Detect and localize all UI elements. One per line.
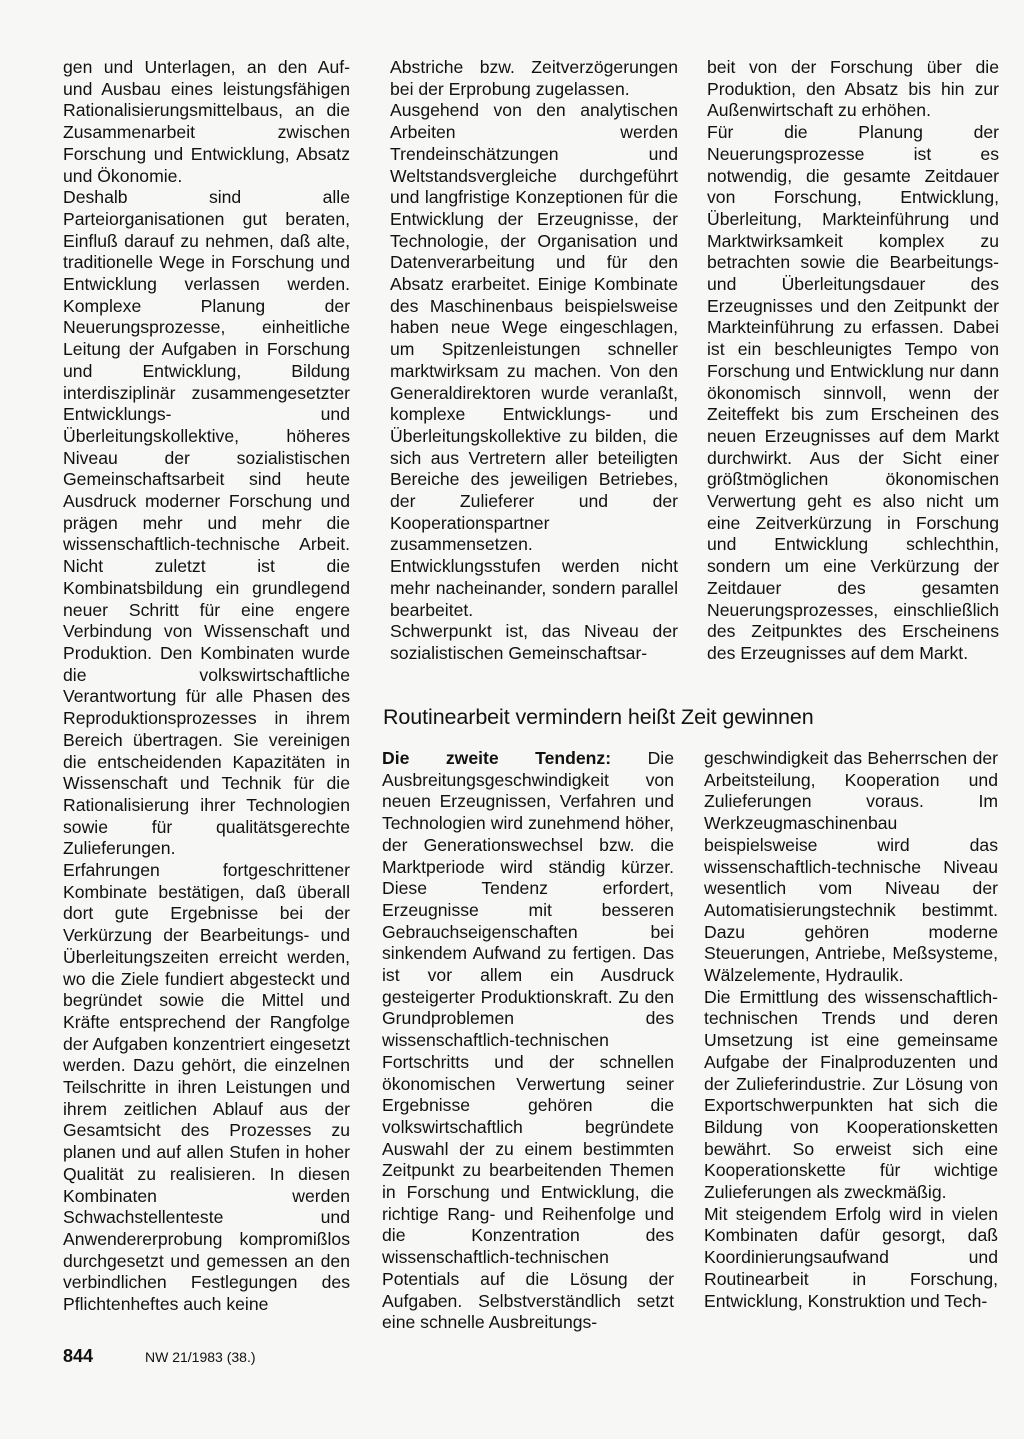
text-column-3 xyxy=(707,57,999,665)
paragraph: Mit steigendem Erfolg wird in vielen Kombinaten dafür gesorgt, daß Koordinierungsaufwand und Routinearbeit in Forschung, Entwicklung, Konstruktion und Tech- xyxy=(704,1203,998,1311)
paragraph: Erfahrungen fortgeschrittener Kombinate bestätigen, daß überall dort gute Ergebnisse bei der Verkürzung der Bearbeitungs- und Überleitungszeiten erreicht werden, wo die Ziele fundiert abgesteckt und begründet sowie die Mittel und Kräfte entsprechend der Rangfolge der Aufgaben konzentriert eingesetzt werden. Dazu gehört, die einzelnen Teilschritte in ihren Leistungen und ihrem zeitlichen Ablauf aus der Gesamtsicht des Prozesses zu planen und auf allen Stufen in hoher Qualität zu realisieren. In diesen Kombinaten werden Schwachstellenteste und Anwendererprobung kompromißlos durchgesetzt und gemessen an den verbindlichen Festlegungen des Pflichtenheftes auch keine xyxy=(63,860,350,1315)
paragraph: Die Ermittlung des wissenschaftlich-technischen Trends und deren Umsetzung ist eine gemeinsame Aufgabe der Finalproduzenten und der Zulieferindustrie. Zur Lösung von Exportschwerpunkten hat sich die Bildung von Kooperationsketten bewährt. So erweist sich eine Kooperationskette für wichtige Zulieferungen als zweckmäßig. xyxy=(704,986,998,1203)
section-heading: Routinearbeit vermindern heißt Zeit gewinnen xyxy=(383,705,814,729)
paragraph: beit von der Forschung über die Produktion, den Absatz bis hin zur Außenwirtschaft zu erhöhen. xyxy=(707,57,999,121)
text-column-1 xyxy=(63,57,350,1316)
paragraph: gen und Unterlagen, an den Auf- und Ausbau eines leistungsfähigen Rationalisierungsmittelbaus, an die Zusammenarbeit zwischen Forschung und Entwicklung, Absatz und Ökonomie. xyxy=(63,57,350,186)
page-number: 844 xyxy=(63,1346,94,1366)
paragraph: Abstriche bzw. Zeitverzögerungen bei der Erprobung zugelassen. xyxy=(390,57,678,99)
lead-in-bold: Die zweite Tendenz: xyxy=(382,748,612,768)
issue-reference: NW 21/1983 (38.) xyxy=(145,1349,256,1365)
text-column-5 xyxy=(704,748,998,1312)
paragraph-text: Die Ausbreitungsgeschwindigkeit von neuen Erzeugnissen, Verfahren und Technologien wird zunehmend höher, der Generationswechsel bzw. die Marktperiode wird ständig kürzer. Diese Tendenz erfordert, Erzeugnisse mit besseren Gebrauchseigenschaften bei sinkendem Aufwand zu fertigen. Das ist vor allem ein Ausdruck gesteigerter Produktionskraft. Zu den Grundproblemen des wissenschaftlich-technischen Fortschritts und der schnellen ökonomischen Verwertung seiner Ergebnisse gehören die volkswirtschaftlich begründete Auswahl der zu einem bestimmten Zeitpunkt zu bearbeitenden Themen in Forschung und Entwicklung, die richtige Rang- und Reihenfolge und die Konzentration des wissenschaftlich-technischen Potentials auf die Lösung der Aufgaben. Selbstverständlich setzt eine schnelle Ausbreitungs- xyxy=(382,748,674,1333)
text-column-2 xyxy=(390,57,678,665)
paragraph: Ausgehend von den analytischen Arbeiten werden Trendeinschätzungen und Weltstandsvergleiche durchgeführt und langfristige Konzeptionen für die Entwicklung der Erzeugnisse, der Technologie, der Organisation und Datenverarbeitung und für den Absatz erarbeitet. Einige Kombinate des Maschinenbaus beispielsweise haben neue Wege eingeschlagen, um Spitzenleistungen schneller marktwirksam zu machen. Von den Generaldirektoren wurde veranlaßt, komplexe Entwicklungs- und Überleitungskollektive zu bilden, die sich aus Vertretern aller beteiligten Bereiche des jeweiligen Betriebes, der Zulieferer und der Kooperationspartner zusammensetzen. Entwicklungsstufen werden nicht mehr nacheinander, sondern parallel bearbeitet. xyxy=(390,100,678,620)
paragraph: Schwerpunkt ist, das Niveau der sozialistischen Gemeinschaftsar- xyxy=(390,621,678,663)
text-column-4 xyxy=(382,748,674,1334)
paragraph: Deshalb sind alle Parteiorganisationen gut beraten, Einfluß darauf zu nehmen, daß alte, traditionelle Wege in Forschung und Entwicklung verlassen werden. Komplexe Planung der Neuerungsprozesse, einheitliche Leitung der Aufgaben in Forschung und Entwicklung, Bildung interdisziplinär zusammengesetzter Entwicklungs- und Überleitungskollektive, höheres Niveau der sozialistischen Gemeinschaftsarbeit sind heute Ausdruck moderner Forschung und prägen mehr und mehr die wissenschaftlich-technische Arbeit. Nicht zuletzt ist die Kombinatsbildung ein grundlegend neuer Schritt für eine engere Verbindung von Wissenschaft und Produktion. Den Kombinaten wurde die volkswirtschaftliche Verantwortung für alle Phasen des Reproduktionsprozesses in ihrem Bereich übertragen. Sie vereinigen die entscheidenden Kapazitäten in Wissenschaft und Technik für die Rationalisierung ihrer Technologien sowie für qualitätsgerechte Zulieferungen. xyxy=(63,187,350,859)
paragraph: Für die Planung der Neuerungsprozesse ist es notwendig, die gesamte Zeitdauer von Forschung, Entwicklung, Überleitung, Markteinführung und Marktwirksamkeit komplex zu betrachten sowie die Bearbeitungs- und Überleitungsdauer des Erzeugnisses und den Zeitpunkt der Markteinführung zu erfassen. Dabei ist ein beschleunigtes Tempo von Forschung und Entwicklung nur dann ökonomisch sinnvoll, wenn der Zeiteffekt bis zum Erscheinen des neuen Erzeugnisses auf dem Markt durchwirkt. Aus der Sicht einer größtmöglichen ökonomischen Verwertung geht es also nicht um eine Zeitverkürzung in Forschung und Entwicklung schlechthin, sondern um eine Verkürzung der Zeitdauer des gesamten Neuerungsprozesses, einschließlich des Zeitpunktes des Erscheinens des Erzeugnisses auf dem Markt. xyxy=(707,122,999,663)
paragraph: geschwindigkeit das Beherrschen der Arbeitsteilung, Kooperation und Zulieferungen voraus. Im Werkzeugmaschinenbau beispielsweise wird das wissenschaftlich-technische Niveau wesentlich vom Niveau der Automatisierungstechnik bestimmt. Dazu gehören moderne Steuerungen, Antriebe, Meßsysteme, Wälzelemente, Hydraulik. xyxy=(704,748,998,986)
paragraph xyxy=(382,748,674,1334)
